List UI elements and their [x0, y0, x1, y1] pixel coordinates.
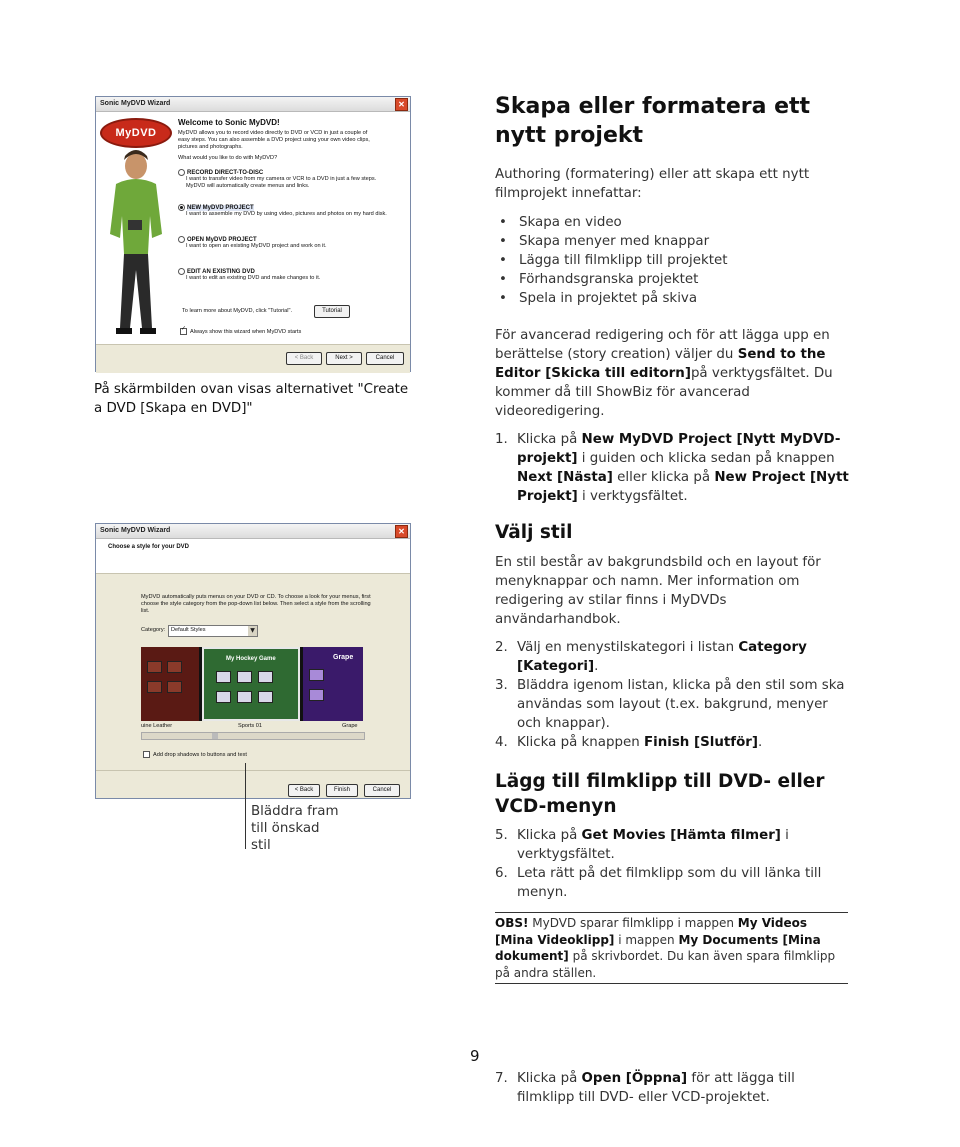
- option-edit-dvd[interactable]: EDIT AN EXISTING DVD I want to edit an existing DVD and make changes to it.: [178, 268, 388, 282]
- chevron-down-icon[interactable]: ▼: [248, 626, 257, 636]
- drop-shadow-checkbox[interactable]: Add drop shadows to buttons and text: [143, 751, 247, 759]
- checkbox-icon[interactable]: [180, 328, 187, 335]
- caption-screenshot-2: Bläddra fram till önskad stil: [251, 804, 339, 853]
- style-label-right: Grape: [342, 723, 358, 729]
- style-label-center: Sports 01: [238, 723, 262, 729]
- wizard-footer: [96, 344, 410, 373]
- wizard-intro: MyDVD allows you to record video directly to DVD or VCD in just a couple of easy steps. You can also assemble a DVD project using your own video clips, pictures and photographs.: [178, 130, 370, 150]
- step-7: 7. Klicka på Open [Öppna] för att lägga till filmklipp till DVD- eller VCD-projektet.: [495, 1071, 795, 1105]
- steps-2-4: [495, 638, 850, 752]
- back-button[interactable]: < Back: [288, 784, 320, 797]
- radio-icon[interactable]: [178, 169, 185, 176]
- list-item: • Förhandsgranska projektet: [497, 270, 837, 289]
- style-thumb-leather[interactable]: [141, 647, 199, 721]
- style-paragraph: En stil består av bakgrundsbild och en layout för menyknappar och namn. Mer information om redigering av stilar finns i MyDVDs användarhandbok.: [495, 555, 821, 627]
- list-item: • Skapa menyer med knappar: [497, 232, 837, 251]
- style-thumb-sports[interactable]: My Hockey Game: [202, 647, 300, 721]
- close-icon[interactable]: ✕: [395, 525, 408, 538]
- wizard-body: [96, 112, 410, 371]
- step-6: 6. Leta rätt på det filmklipp som du vill länka till menyn.: [495, 866, 822, 900]
- radio-icon[interactable]: [178, 236, 185, 243]
- intro-paragraph: Authoring (formatering) eller att skapa ett nytt filmprojekt innefattar:: [495, 167, 810, 201]
- tutorial-hint: To learn more about MyDVD, click "Tutorial".: [182, 308, 293, 314]
- steps-5-6: [495, 826, 845, 902]
- section-title-create-project: Skapa eller formatera ett nytt projekt: [495, 94, 811, 148]
- close-icon[interactable]: ✕: [395, 98, 408, 111]
- scrollbar-thumb[interactable]: [212, 733, 218, 739]
- note-rule-top: [495, 912, 848, 913]
- next-button[interactable]: Next >: [326, 352, 362, 365]
- style-heading: Choose a style for your DVD: [108, 544, 190, 550]
- person-illustration: [98, 146, 170, 346]
- style-thumbnail-strip[interactable]: [141, 647, 363, 721]
- wizard-title: Sonic MyDVD Wizard: [100, 527, 171, 534]
- advanced-editing-paragraph: För avancerad redigering och för att lägga upp en berättelse (story creation) väljer du Send to the Editor [Skicka till editorn]på verktygsfältet. Du kommer då till ShowBiz för avancerad videoredigering.: [495, 328, 833, 419]
- step-1: 1. Klicka på New MyDVD Project [Nytt MyDVD-projekt] i guiden och klicka sedan på knappen Next [Nästa] eller klicka på New Project [Nytt Projekt] i verktygsfältet.: [495, 432, 849, 504]
- mydvd-logo: MyDVD: [100, 118, 172, 148]
- wizard-window-style: [95, 523, 411, 799]
- cancel-button[interactable]: Cancel: [364, 784, 400, 797]
- page-number: 9: [470, 1047, 480, 1065]
- authoring-bullet-list: [497, 213, 837, 308]
- back-button[interactable]: < Back: [286, 352, 322, 365]
- wizard-heading: Welcome to Sonic MyDVD!: [178, 118, 280, 127]
- caption-screenshot-1: På skärmbilden ovan visas alternativet "Create a DVD [Skapa en DVD]": [94, 382, 409, 416]
- finish-button[interactable]: Finish: [326, 784, 358, 797]
- note-rule-bottom: [495, 983, 848, 984]
- style-header: [96, 539, 410, 574]
- style-label-left: uine Leather: [141, 723, 173, 729]
- category-select[interactable]: Default Styles ▼: [168, 625, 258, 637]
- wizard-question: What would you like to do with MyDVD?: [178, 155, 278, 161]
- step-3: 3. Bläddra igenom listan, klicka på den stil som ska användas som layout (t.ex. bakgrund, menyer och knappar).: [495, 678, 845, 731]
- step-4: 4. Klicka på knappen Finish [Slutför].: [495, 735, 763, 750]
- list-item: • Lägga till filmklipp till projektet: [497, 251, 837, 270]
- tutorial-button[interactable]: Tutorial: [314, 305, 350, 318]
- list-item: • Skapa en video: [497, 213, 837, 232]
- wizard-window-welcome: [95, 96, 411, 372]
- wizard-titlebar: [96, 524, 410, 539]
- wizard-body: [96, 539, 410, 798]
- wizard-title: Sonic MyDVD Wizard: [100, 100, 171, 107]
- option-open-project[interactable]: OPEN MyDVD PROJECT I want to open an existing MyDVD project and work on it.: [178, 236, 388, 250]
- checkbox-icon[interactable]: [143, 751, 150, 758]
- style-scrollbar[interactable]: [141, 732, 365, 740]
- style-intro: MyDVD automatically puts menus on your DVD or CD. To choose a look for your menus, first choose the style category from the pop-down list below. Then select a style from the scrolling list.: [141, 594, 371, 614]
- wizard-titlebar: [96, 97, 410, 112]
- list-item: • Spela in projektet på skiva: [497, 289, 837, 308]
- always-show-checkbox[interactable]: ✓Always show this wizard when MyDVD starts: [180, 328, 301, 336]
- style-content: [96, 574, 410, 798]
- section-title-choose-style: Välj stil: [495, 522, 573, 543]
- option-new-project[interactable]: NEW MyDVD PROJECT I want to assemble my DVD by using video, pictures and photos on my hard disk.: [178, 204, 388, 218]
- step-5: 5. Klicka på Get Movies [Hämta filmer] i verktygsfältet.: [495, 828, 789, 862]
- section-title-add-clips: Lägg till filmklipp till DVD- eller VCD-menyn: [495, 771, 825, 817]
- category-label: Category:: [141, 627, 166, 633]
- radio-icon[interactable]: [178, 268, 185, 275]
- radio-selected-icon[interactable]: [178, 204, 185, 211]
- note-box: OBS! MyDVD sparar filmklipp i mappen My Videos [Mina Videoklipp] i mappen My Documents [Mina dokument] på skrivbordet. Du kan även spara filmklipp på andra ställen.: [495, 916, 836, 980]
- step-2: 2. Välj en menystilskategori i listan Category [Kategori].: [495, 640, 807, 674]
- cancel-button[interactable]: Cancel: [366, 352, 404, 365]
- callout-line: [245, 763, 246, 849]
- option-record-direct[interactable]: RECORD DIRECT-TO-DISC I want to transfer video from my camera or VCR to a DVD in just a few steps. MyDVD will automatically create menus and links.: [178, 169, 388, 190]
- style-thumb-grape[interactable]: Grape: [303, 647, 363, 721]
